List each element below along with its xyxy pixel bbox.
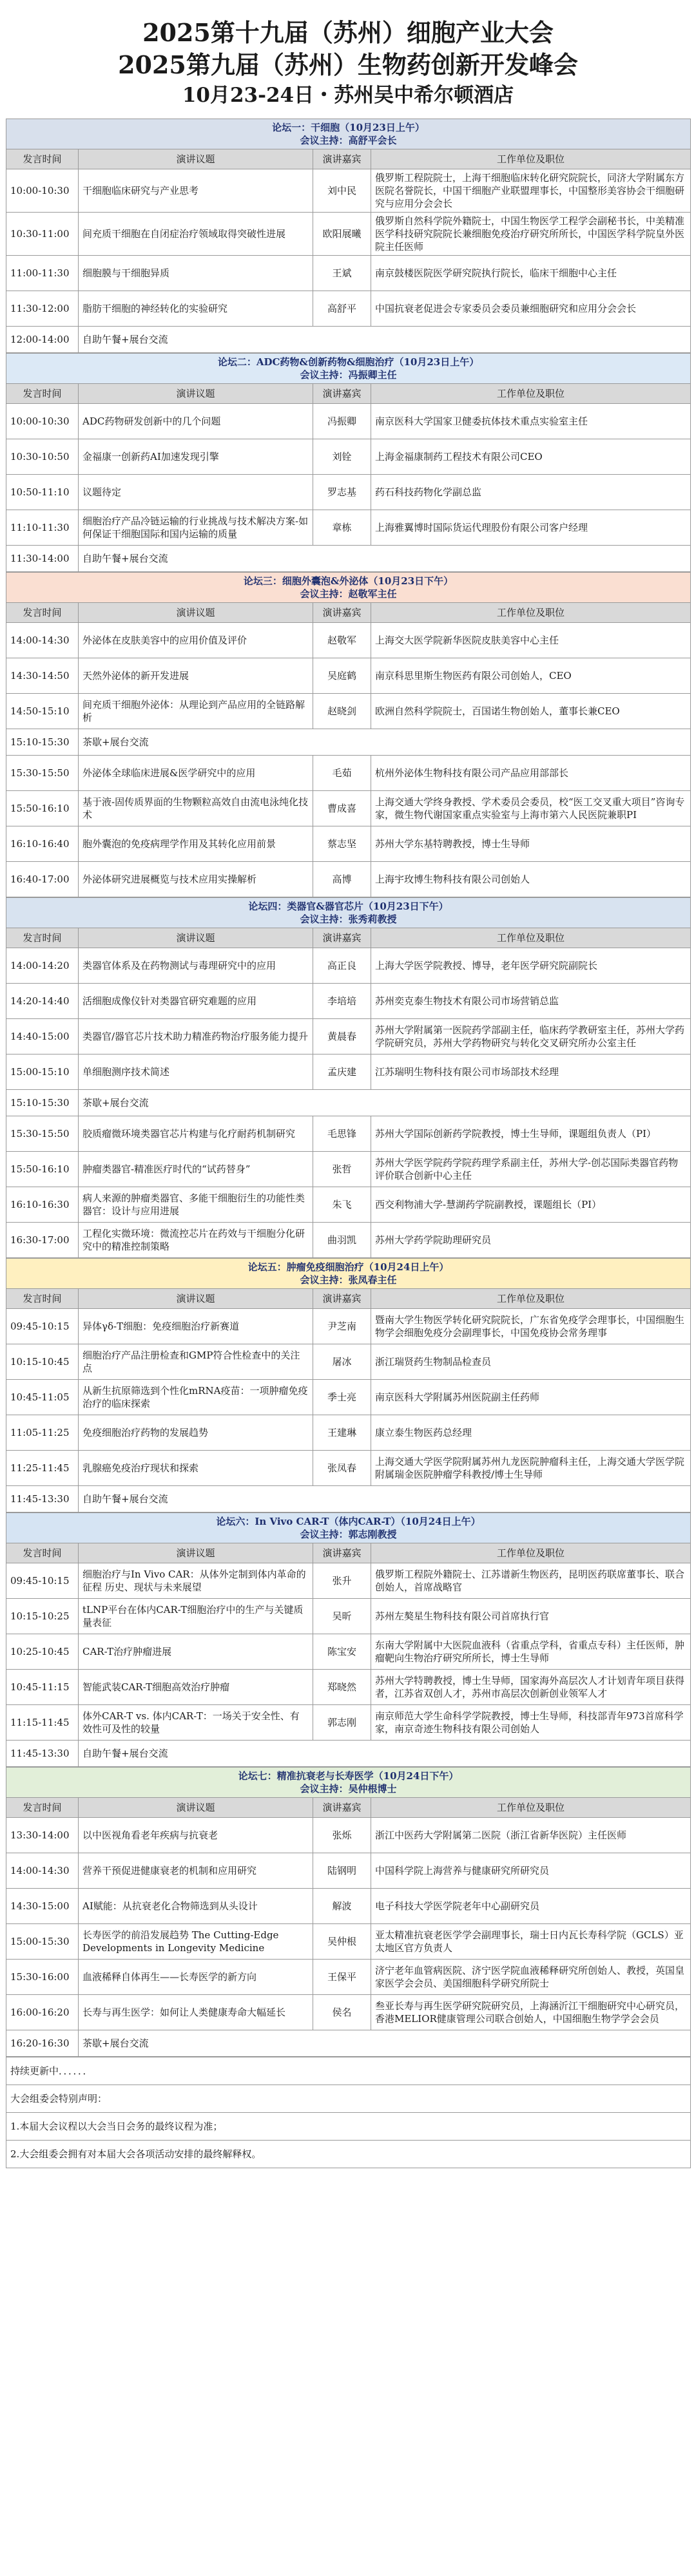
session-row [6,1705,691,1741]
statement-1: 1.本届大会议程以大会当日会务的最终议程为准； [6,2113,691,2141]
session-speaker: 王保平 [313,1960,371,1995]
forum-host: 会议主持：高舒平会长 [300,135,397,146]
session-topic: 脂肪干细胞的神经转化的实验研究 [79,291,313,327]
speaker-affiliation: 中国抗衰老促进会专家委员会委员兼细胞研究和应用分会会长 [371,291,691,327]
speaker-affiliation: 苏州左獒星生物科技有限公司首席执行官 [371,1599,691,1634]
session-row [6,1995,691,2030]
session-speaker: 王斌 [313,256,371,291]
speaker-affiliation: 上海交大医学院新华医院皮肤美容中心主任 [371,623,691,658]
session-time: 15:00-15:30 [6,1924,79,1960]
forum-heading [6,898,691,928]
session-topic: 类器官/器官芯片技术助力精准药物治疗服务能力提升 [79,1019,313,1054]
session-time: 16:20-16:30 [6,2030,79,2057]
session-time: 09:45-10:15 [6,1309,79,1344]
break-row [6,729,691,756]
session-time: 10:50-11:10 [6,475,79,510]
col-org: 工作单位及职位 [371,1289,691,1309]
col-time: 发言时间 [6,603,79,623]
speaker-affiliation: 浙江瑞贤药生物制品检查员 [371,1344,691,1380]
session-time: 14:00-14:30 [6,623,79,658]
statement-2: 2.大会组委会拥有对本届大会各项活动安排的最终解释权。 [6,2141,691,2168]
session-speaker: 冯振卿 [313,404,371,439]
col-topic: 演讲议题 [79,1289,313,1309]
session-speaker: 高正良 [313,948,371,984]
session-topic: 基于液-固传质界面的生物颗粒高效自由流电泳纯化技术 [79,791,313,826]
speaker-affiliation: 南京鼓楼医院医学研究院执行院长，临床干细胞中心主任 [371,256,691,291]
session-row [6,1853,691,1889]
speaker-affiliation: 康立泰生物医药总经理 [371,1415,691,1451]
session-speaker: 孟庆建 [313,1054,371,1090]
forum-heading [6,1768,691,1798]
speaker-affiliation: 苏州大学医学院药学院药理学系副主任，苏州大学-创芯国际类器官药物评价联合创新中心主任 [371,1152,691,1187]
session-time: 16:00-16:20 [6,1995,79,2030]
session-topic: 肿瘤类器官-精准医疗时代的“试药替身” [79,1152,313,1187]
speaker-affiliation: 浙江中医药大学附属第二医院（浙江省新华医院）主任医师 [371,1818,691,1853]
speaker-affiliation: 上海宇玫博生物科技有限公司创始人 [371,862,691,897]
session-topic: 免疫细胞治疗药物的发展趋势 [79,1415,313,1451]
session-row [6,1187,691,1223]
col-time: 发言时间 [6,1289,79,1309]
session-row [6,291,691,327]
session-topic: 工程化实微环境：微流控芯片在药效与干细胞分化研究中的精准控制策略 [79,1223,313,1258]
column-header-row [6,1543,691,1563]
session-speaker: 赵晓剑 [313,694,371,729]
session-topic: 单细胞测序技术简述 [79,1054,313,1090]
speaker-affiliation: 欧洲自然科学院院士，百国诺生物创始人，董事长兼CEO [371,694,691,729]
session-speaker: 侯名 [313,1995,371,2030]
forum-title: 论坛二：ADC药物&创新药物&细胞治疗（10月23日上午） [217,356,479,368]
session-time: 14:30-14:50 [6,658,79,694]
session-topic: 议题待定 [79,475,313,510]
statement-title: 大会组委会特别声明： [6,2085,691,2113]
session-topic: 异体γδ-T细胞：免疫细胞治疗新赛道 [79,1309,313,1344]
session-topic: 外泌体研究进展概览与技术应用实操解析 [79,862,313,897]
session-speaker: 蔡志坚 [313,826,371,862]
session-time: 16:10-16:30 [6,1187,79,1223]
session-topic: 细胞膜与干细胞异质 [79,256,313,291]
speaker-affiliation: 苏州大学国际创新药学院教授，博士生导师，课题组负责人（PI） [371,1116,691,1152]
session-time: 16:10-16:40 [6,826,79,862]
session-speaker: 高博 [313,862,371,897]
session-speaker: 陆钢明 [313,1853,371,1889]
session-row [6,623,691,658]
speaker-affiliation: 杭州外泌体生物科技有限公司产品应用部部长 [371,756,691,791]
session-time: 10:45-11:15 [6,1670,79,1705]
speaker-affiliation: 叁亚长寿与再生医学研究院研究员，上海涵沂江干细胞研究中心研究员，香港MELIOR健康管理公司联合创始人，中国细胞生物学学会会员 [371,1995,691,2030]
session-speaker: 朱飞 [313,1187,371,1223]
col-time: 发言时间 [6,928,79,948]
session-row [6,510,691,546]
column-header-row [6,928,691,948]
break-label: 茶歇+展台交流 [79,729,691,756]
forum-heading [6,1513,691,1543]
session-topic: 体外CAR-T vs. 体内CAR-T：一场关于安全性、有效性可及性的较量 [79,1705,313,1741]
session-time: 11:25-11:45 [6,1451,79,1486]
session-speaker: 陈宝安 [313,1634,371,1670]
session-row [6,213,691,256]
session-speaker: 吴昕 [313,1599,371,1634]
session-row [6,1344,691,1380]
session-topic: 天然外泌体的新开发进展 [79,658,313,694]
session-row [6,1380,691,1415]
session-time: 15:10-15:30 [6,1090,79,1116]
column-header-row [6,149,691,169]
session-speaker: 张哲 [313,1152,371,1187]
session-time: 11:10-11:30 [6,510,79,546]
forum-list [0,119,696,2057]
session-speaker: 张升 [313,1563,371,1599]
session-time: 10:30-10:50 [6,439,79,475]
speaker-affiliation: 中国科学院上海营养与健康研究所研究员 [371,1853,691,1889]
session-time: 14:30-15:00 [6,1889,79,1924]
session-time: 11:30-14:00 [6,546,79,572]
col-speaker: 演讲嘉宾 [313,1289,371,1309]
session-row [6,1054,691,1090]
col-speaker: 演讲嘉宾 [313,1798,371,1818]
break-label: 自助午餐+展台交流 [79,1486,691,1512]
session-speaker: 吴庭鹤 [313,658,371,694]
session-time: 10:15-10:25 [6,1599,79,1634]
session-row [6,1960,691,1995]
session-time: 09:45-10:15 [6,1563,79,1599]
col-time: 发言时间 [6,149,79,169]
session-speaker: 刘中民 [313,169,371,213]
session-time: 10:45-11:05 [6,1380,79,1415]
break-label: 自助午餐+展台交流 [79,546,691,572]
speaker-affiliation: 上海大学医学院教授、博导，老年医学研究院副院长 [371,948,691,984]
session-speaker: 王建琳 [313,1415,371,1451]
session-speaker: 曲羽凯 [313,1223,371,1258]
session-speaker: 季士亮 [313,1380,371,1415]
session-speaker: 郭志刚 [313,1705,371,1741]
session-topic: 细胞治疗产品冷链运输的行业挑战与技术解决方案-如何保证干细胞国际和国内运输的质量 [79,510,313,546]
forum-title: 论坛四：类器官&器官芯片（10月23日下午） [248,901,449,912]
session-topic: 细胞治疗与In Vivo CAR：从体外定制到体内革命的征程 历史、现状与未来展望 [79,1563,313,1599]
column-header-row [6,1798,691,1818]
session-topic: 干细胞临床研究与产业思考 [79,169,313,213]
speaker-affiliation: 南京师范大学生命科学学院教授，博士生导师，科技部青年973首席科学家，南京奇迹生物科技有限公司创始人 [371,1705,691,1741]
session-time: 16:30-17:00 [6,1223,79,1258]
break-row [6,327,691,353]
session-time: 11:15-11:45 [6,1705,79,1741]
break-row [6,546,691,572]
col-time: 发言时间 [6,1798,79,1818]
session-row [6,1599,691,1634]
session-time: 13:30-14:00 [6,1818,79,1853]
session-speaker: 张凤春 [313,1451,371,1486]
col-speaker: 演讲嘉宾 [313,603,371,623]
session-row [6,404,691,439]
speaker-affiliation: 苏州大学附属第一医院药学部副主任，临床药学教研室主任，苏州大学药学院研究员，苏州大学药物研究与转化交叉研究所办公室主任 [371,1019,691,1054]
forum-table-6 [6,1512,691,1767]
session-topic: 长寿与再生医学：如何让人类健康寿命大幅延长 [79,1995,313,2030]
session-topic: 胶质瘤微环境类器官芯片构建与化疗耐药机制研究 [79,1116,313,1152]
forum-table-3 [6,572,691,897]
agenda-header [0,0,696,119]
session-topic: AI赋能：从抗衰老化合物筛选到从头设计 [79,1889,313,1924]
break-row [6,1741,691,1767]
forum-title: 论坛五：肿瘤免疫细胞治疗（10月24日上午） [247,1261,449,1273]
session-row [6,862,691,897]
session-row [6,984,691,1019]
session-speaker: 刘铨 [313,439,371,475]
session-topic: 间充质干细胞在自闭症治疗领域取得突破性进展 [79,213,313,256]
session-time: 10:15-10:45 [6,1344,79,1380]
forum-title: 论坛六：In Vivo CAR-T（体内CAR-T）（10月24日上午） [216,1516,481,1527]
session-time: 15:30-15:50 [6,756,79,791]
session-speaker: 黄晨春 [313,1019,371,1054]
forum-table-4 [6,897,691,1258]
session-topic: 病人来源的肿瘤类器官、多能干细胞衍生的功能性类器官：设计与应用进展 [79,1187,313,1223]
session-time: 14:00-14:20 [6,948,79,984]
session-topic: 智能武装CAR-T细胞高效治疗肿瘤 [79,1670,313,1705]
session-row [6,826,691,862]
session-row [6,948,691,984]
session-row [6,1019,691,1054]
col-topic: 演讲议题 [79,384,313,404]
session-row [6,1670,691,1705]
speaker-affiliation: 上海交通大学终身教授、学术委员会委员，校“医工交叉重大项目”咨询专家，微生物代谢国家重点实验室与上海市第六人民医院兼职PI [371,791,691,826]
break-row [6,1486,691,1512]
col-topic: 演讲议题 [79,1543,313,1563]
session-time: 15:30-15:50 [6,1116,79,1152]
session-speaker: 李培培 [313,984,371,1019]
session-row [6,756,691,791]
column-header-row [6,1289,691,1309]
break-label: 茶歇+展台交流 [79,2030,691,2057]
session-time: 11:45-13:30 [6,1741,79,1767]
session-row [6,791,691,826]
session-time: 11:00-11:30 [6,256,79,291]
speaker-affiliation: 药石科技药物化学副总监 [371,475,691,510]
session-time: 14:50-15:10 [6,694,79,729]
session-time: 14:20-14:40 [6,984,79,1019]
updating-note: 持续更新中．．．．．． [6,2057,691,2085]
session-speaker: 解波 [313,1889,371,1924]
session-row [6,1116,691,1152]
forum-heading [6,1259,691,1289]
session-time: 11:45-13:30 [6,1486,79,1512]
session-topic: 外泌体在皮肤美容中的应用价值及评价 [79,623,313,658]
session-time: 15:30-16:00 [6,1960,79,1995]
col-speaker: 演讲嘉宾 [313,384,371,404]
footer-table [6,2057,691,2168]
speaker-affiliation: 苏州大学特聘教授，博士生导师，国家海外高层次人才计划青年项目获得者，江苏省双创人才，苏州市高层次创新创业领军人才 [371,1670,691,1705]
session-row [6,1223,691,1258]
session-speaker: 章栋 [313,510,371,546]
forum-host: 会议主持：郭志刚教授 [300,1529,397,1540]
session-topic: 间充质干细胞外泌体：从理论到产品应用的全链路解析 [79,694,313,729]
session-speaker: 欧阳展曦 [313,213,371,256]
session-row [6,169,691,213]
session-topic: 从新生抗原筛选到个性化mRNA疫苗：一项肿瘤免疫治疗的临床探索 [79,1380,313,1415]
speaker-affiliation: 上海金福康制药工程技术有限公司CEO [371,439,691,475]
session-topic: 血液稀释自体再生——长寿医学的新方向 [79,1960,313,1995]
column-header-row [6,384,691,404]
forum-table-1 [6,119,691,353]
date-venue: 10月23-24日・苏州吴中希尔顿酒店 [182,84,514,107]
session-topic: 胞外囊泡的免疫病理学作用及其转化应用前景 [79,826,313,862]
session-speaker: 吴仲根 [313,1924,371,1960]
forum-title: 论坛七：精准抗衰老与长寿医学（10月24日下午） [238,1770,459,1782]
session-time: 15:00-15:10 [6,1054,79,1090]
speaker-affiliation: 亚太精准抗衰老医学学会副理事长，瑞士日内瓦长寿科学院（GCLS）亚太地区官方负责人 [371,1924,691,1960]
speaker-affiliation: 南京科思里斯生物医药有限公司创始人，CEO [371,658,691,694]
session-topic: ADC药物研发创新中的几个问题 [79,404,313,439]
session-row [6,1309,691,1344]
col-time: 发言时间 [6,384,79,404]
col-topic: 演讲议题 [79,928,313,948]
forum-table-2 [6,353,691,572]
session-row [6,1924,691,1960]
session-speaker: 毛思锋 [313,1116,371,1152]
forum-heading [6,573,691,603]
session-topic: 以中医视角看老年疾病与抗衰老 [79,1818,313,1853]
break-label: 自助午餐+展台交流 [79,327,691,353]
session-row [6,658,691,694]
session-time: 15:50-16:10 [6,1152,79,1187]
col-speaker: 演讲嘉宾 [313,149,371,169]
speaker-affiliation: 上海交通大学医学院附属苏州九龙医院肿瘤科主任，上海交通大学医学院附属瑞金医院肿瘤学科教授/博士生导师 [371,1451,691,1486]
conference-title-2: 2025第九届（苏州）生物药创新开发峰会 [118,50,578,79]
speaker-affiliation: 济宁老年血管病医院、济宁医学院血液稀释研究所创始人、教授，英国皇家医学会会员、美国细胞科学研究所院士 [371,1960,691,1995]
forum-host: 会议主持：张秀莉教授 [300,913,397,925]
forum-heading [6,354,691,384]
session-speaker: 郑晓然 [313,1670,371,1705]
session-time: 10:00-10:30 [6,169,79,213]
break-row [6,1090,691,1116]
session-topic: 活细胞成像仪针对类器官研究难题的应用 [79,984,313,1019]
col-org: 工作单位及职位 [371,1543,691,1563]
session-topic: 营养干预促进健康衰老的机制和应用研究 [79,1853,313,1889]
session-row [6,475,691,510]
col-org: 工作单位及职位 [371,149,691,169]
session-speaker: 赵敬军 [313,623,371,658]
session-time: 10:00-10:30 [6,404,79,439]
forum-host: 会议主持：张凤春主任 [300,1274,397,1286]
session-row [6,1451,691,1486]
col-time: 发言时间 [6,1543,79,1563]
session-topic: 长寿医学的前沿发展趋势 The Cutting-Edge Developments in Longevity Medicine [79,1924,313,1960]
break-label: 自助午餐+展台交流 [79,1741,691,1767]
session-row [6,1818,691,1853]
col-org: 工作单位及职位 [371,603,691,623]
speaker-affiliation: 电子科技大学医学院老年中心副研究员 [371,1889,691,1924]
forum-table-5 [6,1258,691,1512]
session-topic: CAR-T治疗肿瘤进展 [79,1634,313,1670]
session-time: 15:50-16:10 [6,791,79,826]
speaker-affiliation: 南京医科大学附属苏州医院副主任药师 [371,1380,691,1415]
conference-title-1: 2025第十九届（苏州）细胞产业大会 [142,18,554,47]
forum-title: 论坛一：干细胞（10月23日上午） [272,122,425,133]
session-topic: 金福康一创新药AI加速发现引擎 [79,439,313,475]
speaker-affiliation: 俄罗斯工程院外籍院士、江苏谱新生物医药，昆明医药联席董事长、联合创始人，首席战略官 [371,1563,691,1599]
session-time: 16:40-17:00 [6,862,79,897]
session-time: 12:00-14:00 [6,327,79,353]
break-row [6,2030,691,2057]
speaker-affiliation: 东南大学附属中大医院血液科（省重点学科，省重点专科）主任医师，肿瘤靶向生物治疗研究所所长，博士生导师 [371,1634,691,1670]
session-row [6,1634,691,1670]
speaker-affiliation: 俄罗斯自然科学院外籍院士，中国生物医学工程学会副秘书长，中美精准医学科技研究院院长兼细胞免疫治疗研究所所长，中国医学科学院皇外医院主任医师 [371,213,691,256]
session-speaker: 毛茹 [313,756,371,791]
session-row [6,1563,691,1599]
forum-host: 会议主持：吴仲根博士 [300,1783,397,1795]
col-topic: 演讲议题 [79,149,313,169]
break-label: 茶歇+展台交流 [79,1090,691,1116]
session-speaker: 张烁 [313,1818,371,1853]
col-topic: 演讲议题 [79,1798,313,1818]
session-speaker: 高舒平 [313,291,371,327]
speaker-affiliation: 暨南大学生物医学转化研究院院长，广东省免疫学会理事长，中国细胞生物学会细胞免疫分会副理事长，中国免疫协会常务理事 [371,1309,691,1344]
session-row [6,439,691,475]
col-org: 工作单位及职位 [371,928,691,948]
forum-host: 会议主持：冯振卿主任 [300,369,397,381]
session-speaker: 尹芝南 [313,1309,371,1344]
col-org: 工作单位及职位 [371,384,691,404]
col-org: 工作单位及职位 [371,1798,691,1818]
session-row [6,1415,691,1451]
session-time: 10:25-10:45 [6,1634,79,1670]
session-row [6,1152,691,1187]
session-speaker: 罗志基 [313,475,371,510]
speaker-affiliation: 西交利物浦大学-慧湖药学院副教授，课题组长（PI） [371,1187,691,1223]
session-time: 14:40-15:00 [6,1019,79,1054]
forum-host: 会议主持：赵敬军主任 [300,588,397,600]
session-topic: tLNP平台在体内CAR-T细胞治疗中的生产与关键质量表征 [79,1599,313,1634]
session-time: 10:30-11:00 [6,213,79,256]
speaker-affiliation: 俄罗斯工程院院士，上海干细胞临床转化研究院院长，同济大学附属东方医院名誉院长，中国干细胞产业联盟理事长，中国整形美容协会干细胞研究与应用分会会长 [371,169,691,213]
speaker-affiliation: 江苏瑞明生物科技有限公司市场部技术经理 [371,1054,691,1090]
session-time: 11:05-11:25 [6,1415,79,1451]
speaker-affiliation: 南京医科大学国家卫健委抗体技术重点实验室主任 [371,404,691,439]
speaker-affiliation: 上海雅翼博时国际货运代理股份有限公司客户经理 [371,510,691,546]
forum-title: 论坛三：细胞外囊泡&外泌体（10月23日下午） [243,575,454,587]
session-row [6,694,691,729]
col-topic: 演讲议题 [79,603,313,623]
col-speaker: 演讲嘉宾 [313,928,371,948]
session-topic: 乳腺癌免疫治疗现状和探索 [79,1451,313,1486]
col-speaker: 演讲嘉宾 [313,1543,371,1563]
session-speaker: 曹成喜 [313,791,371,826]
forum-heading [6,119,691,149]
speaker-affiliation: 苏州大学东基特聘教授，博士生导师 [371,826,691,862]
session-row [6,256,691,291]
session-speaker: 屠冰 [313,1344,371,1380]
speaker-affiliation: 苏州奕克泰生物技术有限公司市场营销总监 [371,984,691,1019]
column-header-row [6,603,691,623]
session-topic: 类器官体系及在药物测试与毒理研究中的应用 [79,948,313,984]
session-row [6,1889,691,1924]
forum-table-7 [6,1767,691,2057]
speaker-affiliation: 苏州大学药学院助理研究员 [371,1223,691,1258]
session-time: 14:00-14:30 [6,1853,79,1889]
session-topic: 细胞治疗产品注册检查和GMP符合性检查中的关注点 [79,1344,313,1380]
session-time: 11:30-12:00 [6,291,79,327]
session-time: 15:10-15:30 [6,729,79,756]
session-topic: 外泌体全球临床进展&医学研究中的应用 [79,756,313,791]
